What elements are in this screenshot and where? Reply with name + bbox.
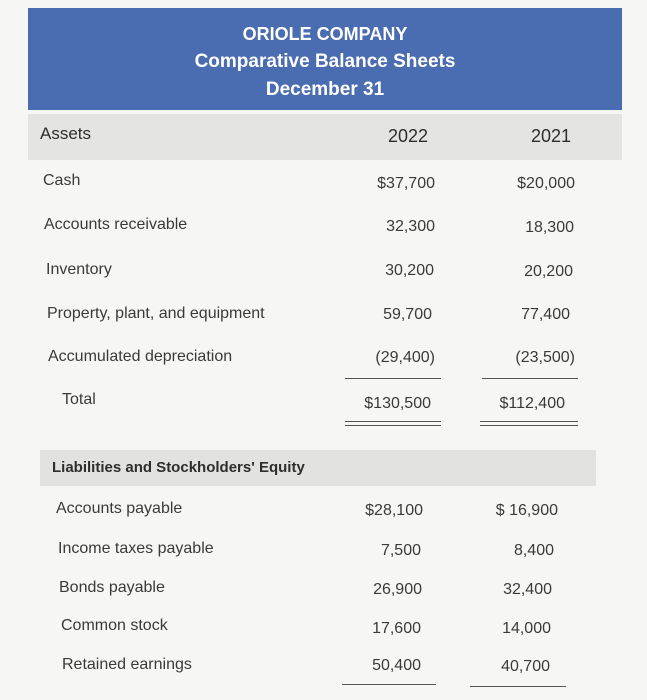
value-2022: 32,300 — [386, 218, 435, 235]
value-2021: 77,400 — [521, 306, 570, 323]
subtotal-rule-2021 — [482, 378, 578, 379]
total-2022: $130,500 — [364, 395, 431, 412]
row-label: Common stock — [61, 617, 168, 634]
liabilities-section-header — [40, 450, 596, 486]
value-2021: 20,200 — [524, 263, 573, 280]
subtotal-rule-2021 — [470, 686, 566, 687]
sheet-header — [28, 8, 622, 110]
total-double-rule-2021 — [480, 425, 578, 426]
value-2021: $ 16,900 — [495, 502, 558, 519]
value-2021: 8,400 — [513, 542, 554, 559]
row-label: Retained earnings — [62, 656, 192, 673]
company-name: ORIOLE COMPANY — [242, 24, 408, 44]
subtotal-rule-2022 — [345, 378, 441, 379]
value-2021: 40,700 — [501, 658, 550, 675]
value-2022: 7,500 — [380, 542, 421, 559]
year-2021-header: 2021 — [531, 126, 572, 146]
row-label: Bonds payable — [59, 579, 165, 596]
year-2022-header: 2022 — [388, 126, 429, 146]
value-2021: (23,500) — [515, 349, 575, 366]
value-2022: $28,100 — [365, 502, 423, 519]
value-2021: 18,300 — [525, 219, 574, 236]
value-2022: 17,600 — [372, 620, 421, 637]
row-label: Cash — [43, 172, 81, 189]
value-2021: 32,400 — [503, 581, 552, 598]
row-label: Property, plant, and equipment — [47, 305, 265, 322]
value-2022: (29,400) — [375, 349, 435, 366]
sheet-date: December 31 — [265, 79, 385, 100]
assets-section-label: Assets — [40, 124, 92, 143]
sheet-title: Comparative Balance Sheets — [194, 51, 456, 72]
subtotal-rule-2022 — [342, 684, 436, 685]
row-label: Income taxes payable — [58, 540, 214, 557]
total-double-rule-2022 — [345, 421, 441, 422]
total-double-rule-2021 — [480, 421, 578, 422]
value-2021: 14,000 — [502, 620, 551, 637]
value-2022: 59,700 — [383, 306, 432, 323]
total-2021: $112,400 — [499, 395, 565, 412]
row-label: Inventory — [46, 261, 112, 278]
value-2022: 50,400 — [372, 657, 421, 674]
total-double-rule-2022 — [345, 425, 441, 426]
value-2021: $20,000 — [517, 175, 575, 192]
value-2022: $37,700 — [377, 175, 435, 192]
row-label: Accounts payable — [56, 500, 183, 517]
column-header-row — [28, 114, 622, 160]
liabilities-section-label: Liabilities and Stockholders' Equity — [52, 459, 305, 476]
total-label: Total — [62, 391, 96, 408]
row-label: Accounts receivable — [44, 216, 188, 233]
value-2022: 30,200 — [385, 262, 434, 279]
value-2022: 26,900 — [373, 581, 422, 598]
row-label: Accumulated depreciation — [48, 348, 233, 365]
